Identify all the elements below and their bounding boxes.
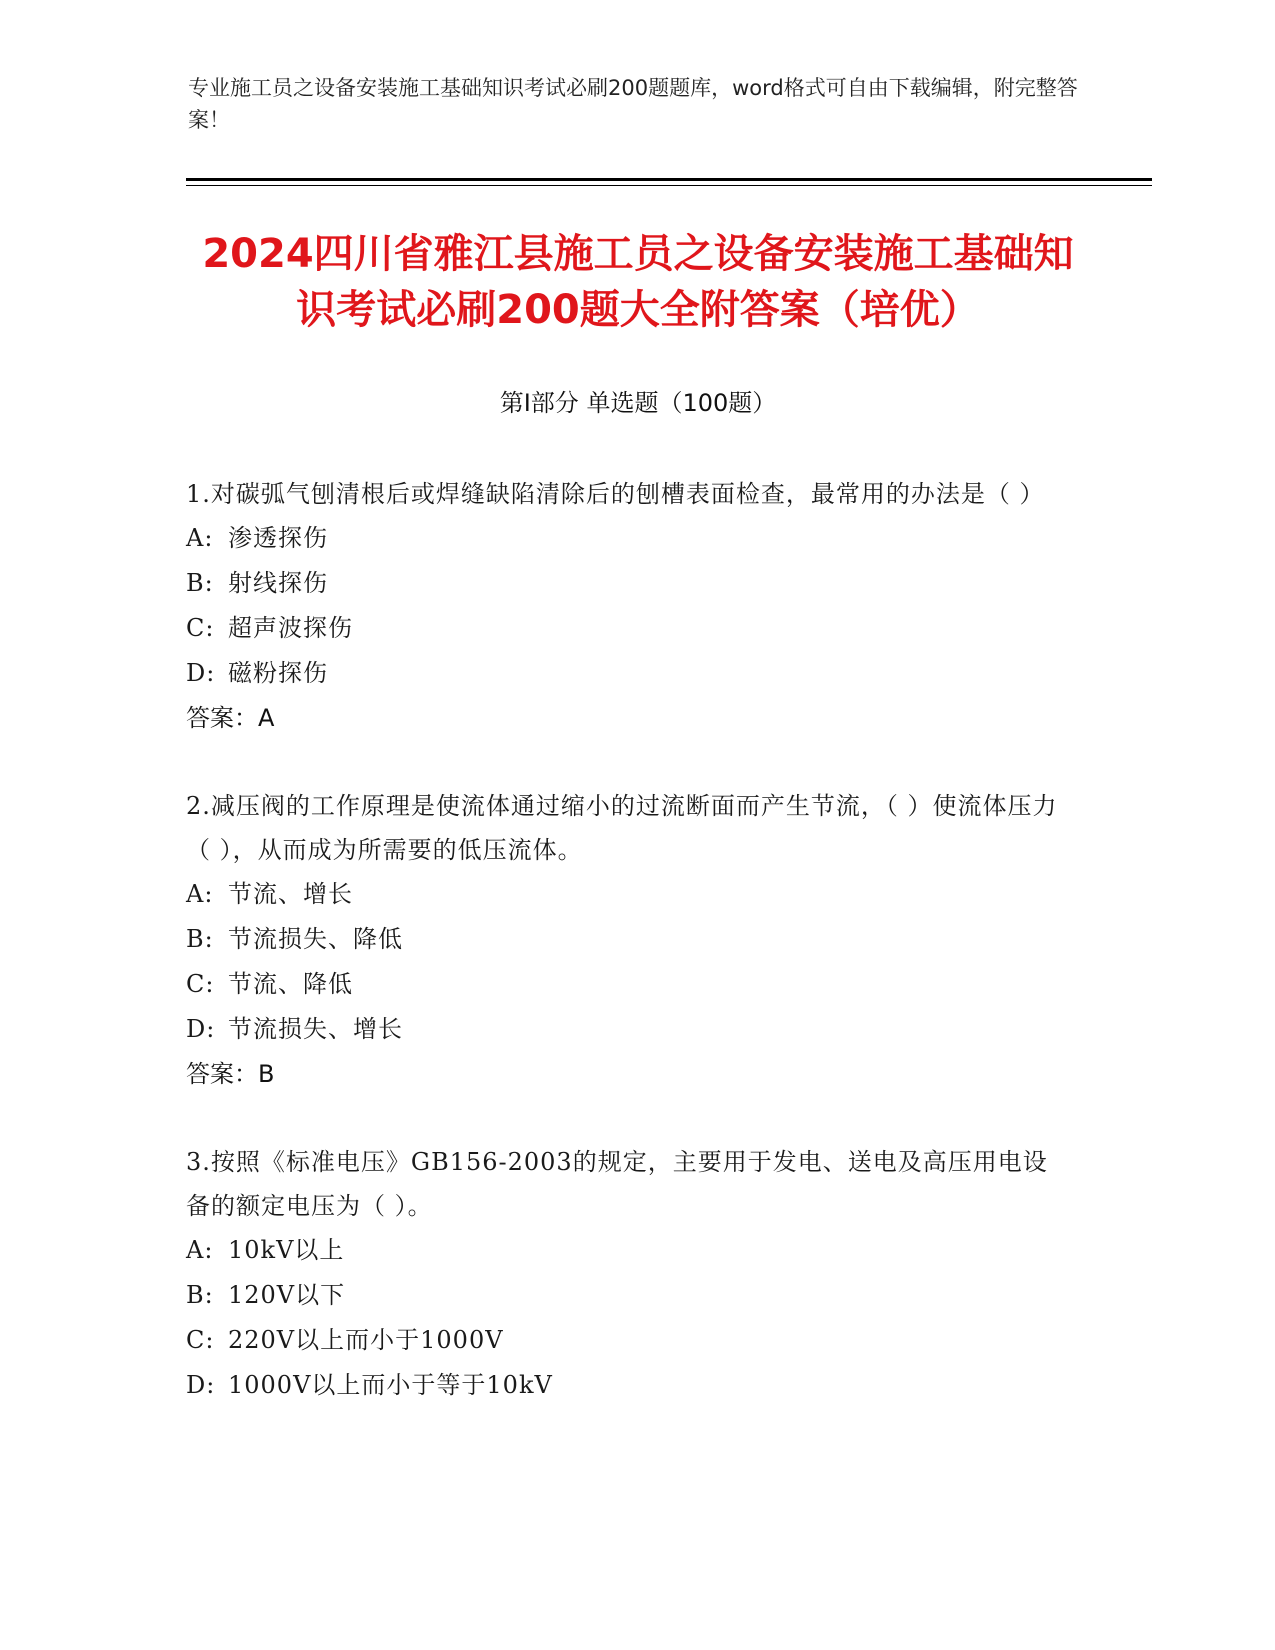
option-text: 磁粉探伤 bbox=[228, 659, 328, 687]
option-text: 节流损失、增长 bbox=[228, 1015, 403, 1043]
answer-line: 答案：A bbox=[186, 704, 275, 732]
question-stem: 2.减压阀的工作原理是使流体通过缩小的过流断面而产生节流，（ ）使流体压力（ ），从而成为所需要的低压流体。 bbox=[186, 792, 1058, 864]
option-letter: A: bbox=[186, 524, 214, 552]
option-letter: B: bbox=[186, 1281, 214, 1309]
option-text: 10kV以上 bbox=[228, 1236, 345, 1264]
option-b bbox=[186, 1273, 1066, 1318]
option-text: 220V以上而小于1000V bbox=[228, 1326, 504, 1354]
question-stem: 1.对碳弧气刨清根后或焊缝缺陷清除后的刨槽表面检查，最常用的办法是（ ） bbox=[186, 480, 1045, 508]
option-text: 渗透探伤 bbox=[228, 524, 328, 552]
option-text: 1000V以上而小于等于10kV bbox=[228, 1371, 553, 1399]
option-c bbox=[186, 962, 1066, 1007]
option-text: 节流损失、降低 bbox=[228, 925, 403, 953]
option-text: 120V以下 bbox=[228, 1281, 346, 1309]
option-d bbox=[186, 1007, 1066, 1052]
option-c bbox=[186, 606, 1066, 651]
option-text: 节流、降低 bbox=[228, 970, 353, 998]
question-3 bbox=[186, 1140, 1066, 1408]
option-letter: D: bbox=[186, 1015, 216, 1043]
document-title: 2024四川省雅江县施工员之设备安装施工基础知识考试必刷200题大全附答案（培优） bbox=[202, 231, 1074, 333]
option-b bbox=[186, 917, 1066, 962]
option-letter: A: bbox=[186, 880, 214, 908]
header-rule-thin bbox=[186, 185, 1152, 186]
option-letter: C: bbox=[186, 970, 215, 998]
option-d bbox=[186, 651, 1066, 696]
option-letter: D: bbox=[186, 1371, 216, 1399]
option-text: 射线探伤 bbox=[228, 569, 328, 597]
option-letter: A: bbox=[186, 1236, 214, 1264]
option-letter: B: bbox=[186, 925, 214, 953]
option-letter: C: bbox=[186, 1326, 215, 1354]
header-rule-thick bbox=[186, 178, 1152, 181]
header-note: 专业施工员之设备安装施工基础知识考试必刷200题题库，word格式可自由下载编辑，附完整答案！ bbox=[188, 76, 1078, 132]
question-2 bbox=[186, 784, 1066, 1097]
option-c bbox=[186, 1318, 1066, 1363]
question-stem: 3.按照《标准电压》GB156-2003的规定，主要用于发电、送电及高压用电设备的额定电压为（ ）。 bbox=[186, 1148, 1048, 1220]
question-1 bbox=[186, 472, 1066, 741]
option-letter: C: bbox=[186, 614, 215, 642]
option-letter: D: bbox=[186, 659, 216, 687]
option-text: 超声波探伤 bbox=[228, 614, 353, 642]
answer-line: 答案：B bbox=[186, 1060, 275, 1088]
option-b bbox=[186, 561, 1066, 606]
option-a bbox=[186, 872, 1066, 917]
option-a bbox=[186, 1228, 1066, 1273]
option-letter: B: bbox=[186, 569, 214, 597]
option-d bbox=[186, 1363, 1066, 1408]
option-a bbox=[186, 516, 1066, 561]
question-list bbox=[186, 472, 1066, 1451]
section-title: 第I部分 单选题（100题） bbox=[499, 389, 777, 417]
option-text: 节流、增长 bbox=[228, 880, 353, 908]
